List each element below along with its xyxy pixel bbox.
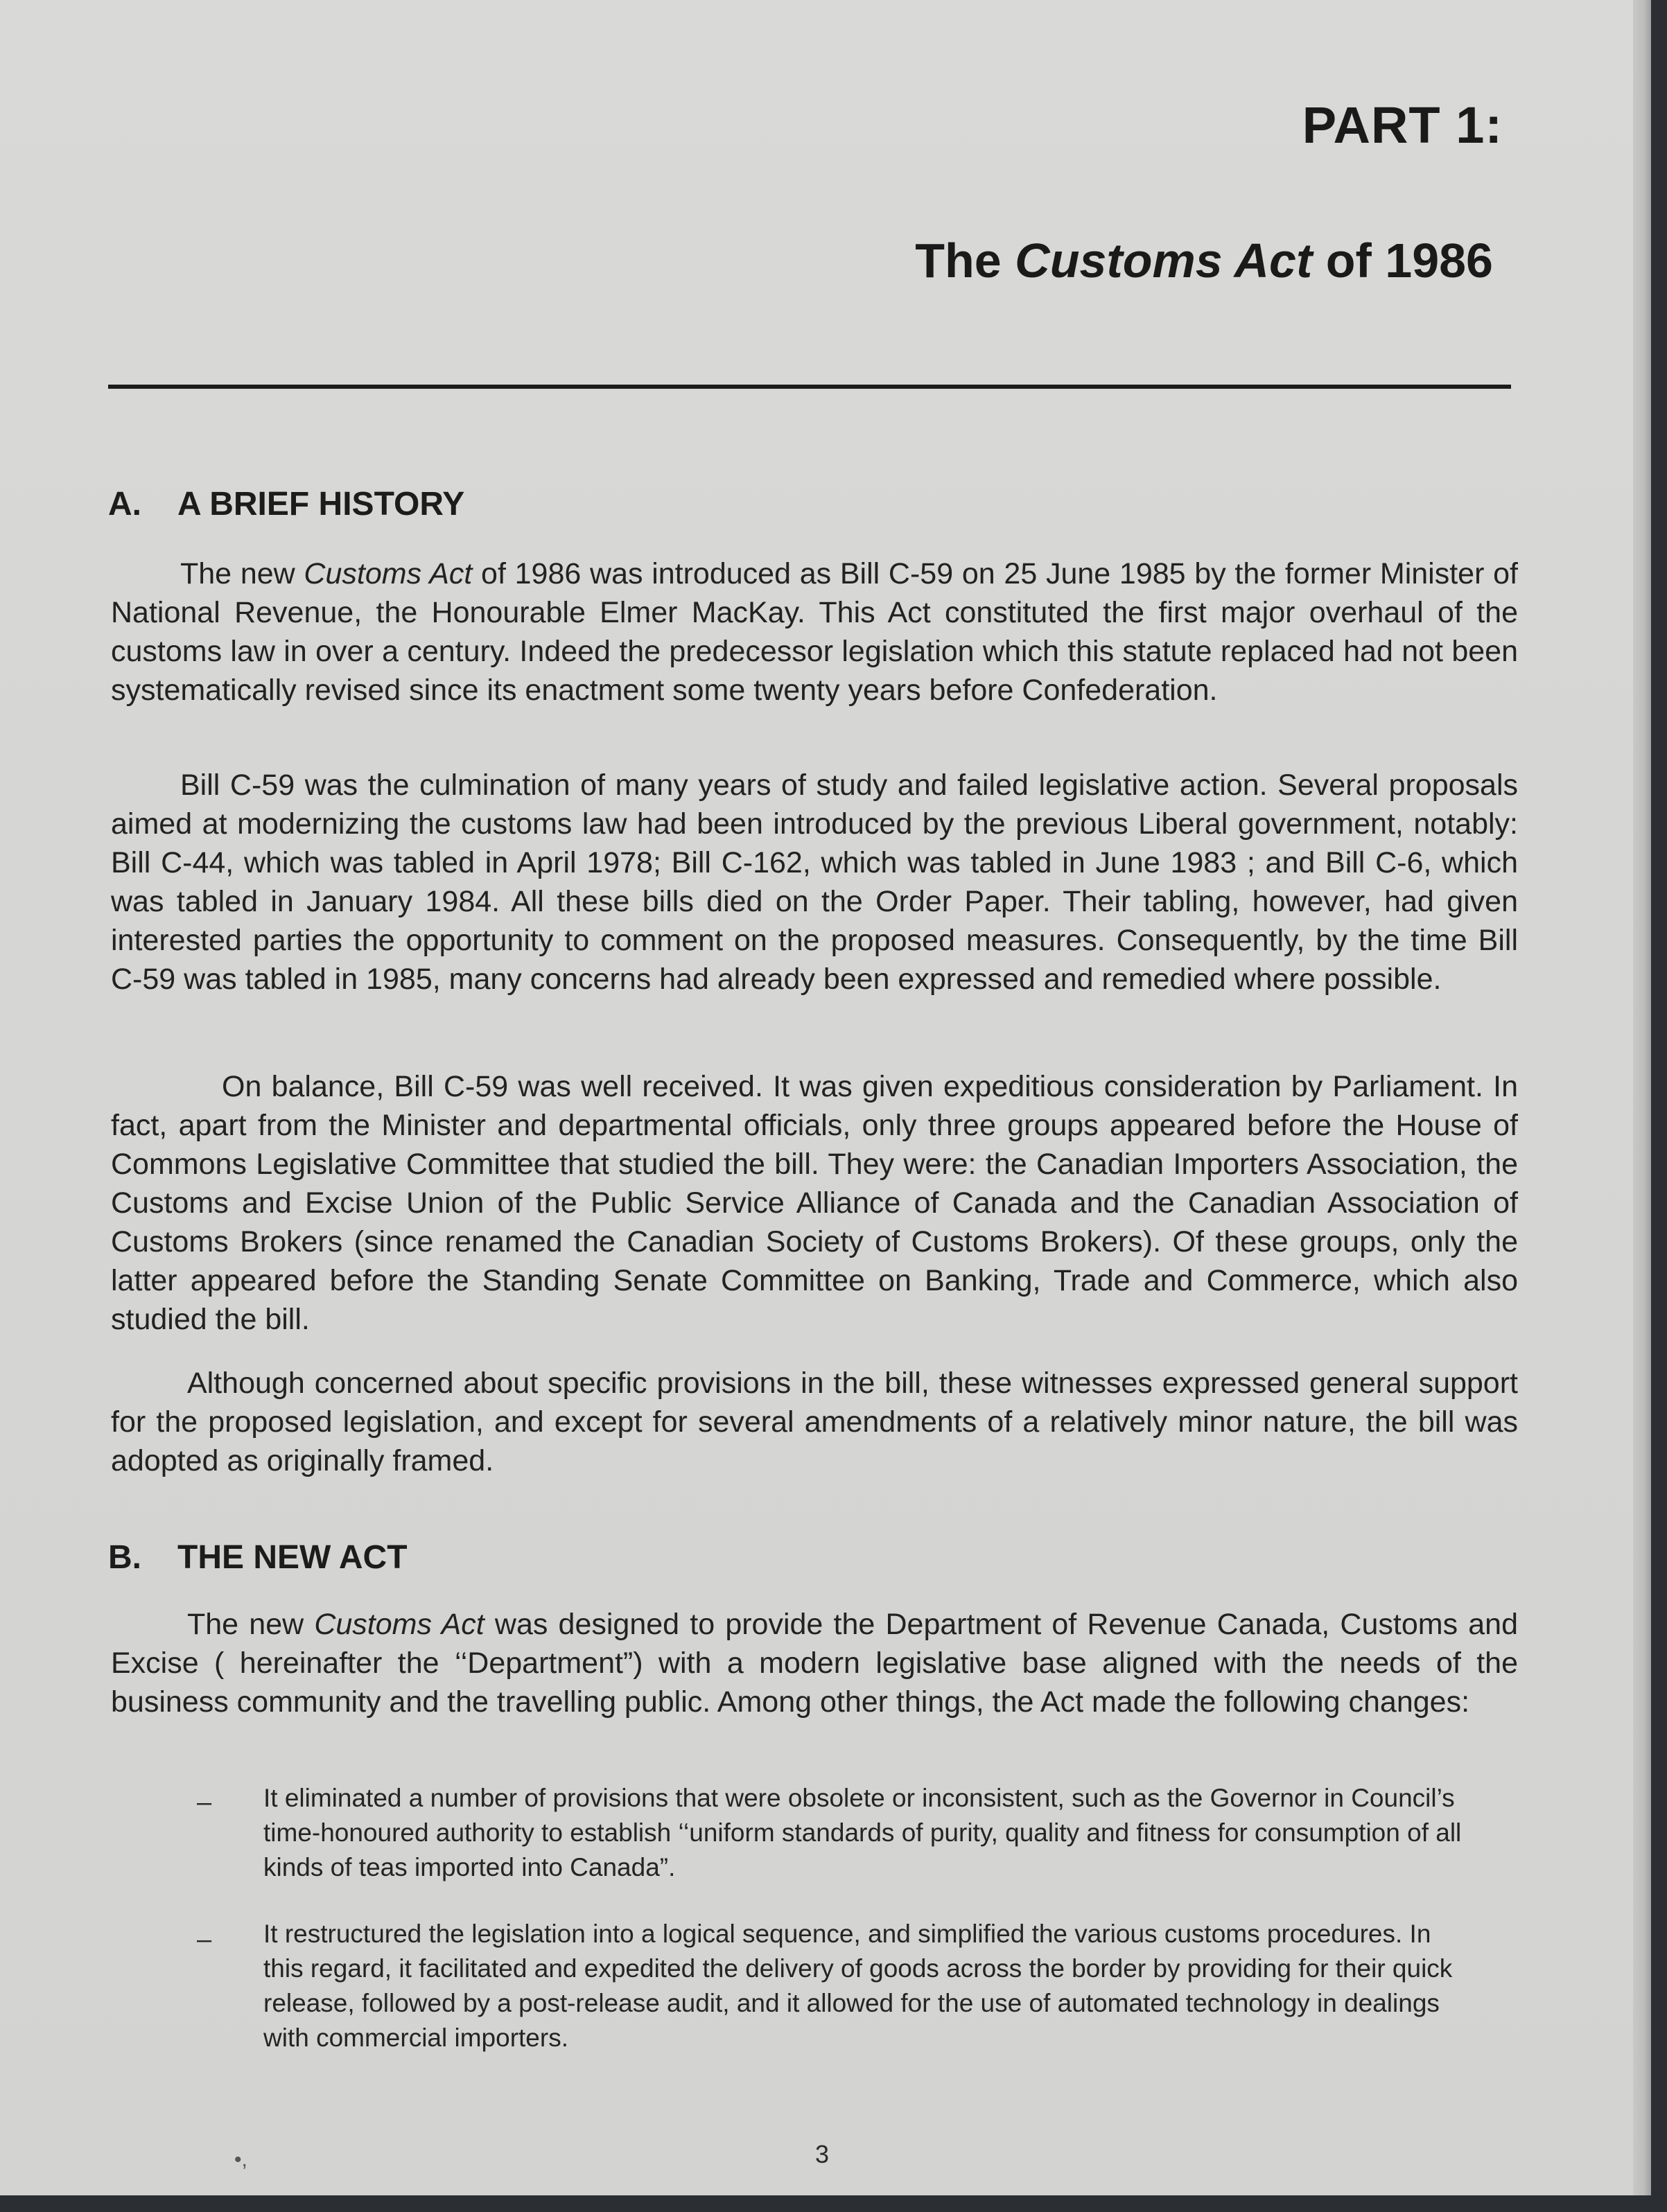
bullet-item: It restructured the legislation into a logical sequence, and simplified the various customs procedures. In this regard, it facilitated and expedited the delivery of goods across the border by providing for their quick release, followed by a post-release audit, and it allowed for the use of automated technology in dealings with commercial importers. [263, 1920, 1453, 2052]
bullet-dash: – [197, 1788, 212, 1817]
title-rule [108, 385, 1511, 389]
section-b-letter: B. [108, 1539, 141, 1576]
title-prefix: The [915, 234, 1015, 288]
para-italic: Customs Act [304, 557, 473, 590]
section-a-paragraph-1 [111, 554, 1518, 710]
title-suffix: of 1986 [1312, 234, 1493, 288]
document-title [915, 233, 1493, 288]
section-a-letter: A. [108, 486, 141, 523]
para-text: of 1986 was introduced as Bill C-59 on 25 June 1985 by the former Minister of National Revenue, the Honourable Elmer MacKay. This Act constituted the first major overhaul of the customs law in over a century. Indeed the predecessor legislation which this statute replaced had not been systematically revised since its enactment some twenty years before Confederation. [111, 557, 1518, 707]
page-number: 3 [815, 2140, 830, 2168]
section-a-paragraph-4: Although concerned about specific provisions in the bill, these witnesses expressed general support for the proposed legislation, and except for several amendments of a relatively minor nature, the bill was adopted as originally framed. [111, 1367, 1518, 1477]
bullet-dash: – [197, 1925, 212, 1954]
section-a-title: A BRIEF HISTORY [177, 486, 465, 523]
section-b-title: THE NEW ACT [177, 1539, 408, 1576]
bullet-item: It eliminated a number of provisions that were obsolete or inconsistent, such as the Governor in Council’s time-honoured authority to establish ‘‘uniform standards of purity, quality and fitness for consumption of all kinds of teas imported into Canada”. [263, 1784, 1462, 1881]
page-mark: •, [234, 2148, 247, 2171]
para-italic: Customs Act [314, 1608, 485, 1641]
para-text: The new [187, 1608, 315, 1641]
section-b-heading [108, 1538, 408, 1577]
page-edge [1633, 0, 1651, 2195]
para-text: was designed to provide the Department of Revenue Canada, Customs and Excise ( hereinafter the ‘‘Department”) with a modern legislative base aligned with the needs of the business community and the travelling public. Among other things, the Act made the following changes: [111, 1608, 1518, 1719]
section-a-paragraph-2: Bill C-59 was the culmination of many years of study and failed legislative action. Several proposals aimed at modernizing the customs law had been introduced by the previous Liberal government, notably: Bill C-44, which was tabled in April 1978; Bill C-162, which was tabled in June 1983 ; and Bill C-6, which was tabled in January 1984. All these bills died on the Order Paper. Their tabling, however, had given interested parties the opportunity to comment on the proposed measures. Consequently, by the time Bill C-59 was tabled in 1985, many concerns had already been expressed and remedied where possible. [111, 769, 1518, 996]
title-italic: Customs Act [1015, 234, 1313, 288]
para-text: The new [180, 557, 304, 590]
section-a-heading [108, 485, 464, 523]
section-a-paragraph-3: On balance, Bill C-59 was well received. It was given expeditious consideration by Parliament. In fact, apart from the Minister and departmental officials, only three groups appeared before the House of Commons Legislative Committee that studied the bill. They were: the Canadian Importers Association, the Customs and Excise Union of the Public Service Alliance of Canada and the Canadian Association of Customs Brokers (since renamed the Canadian Society of Customs Brokers). Of these groups, only the latter appeared before the Standing Senate Committee on Banking, Trade and Commerce, which also studied the bill. [111, 1070, 1518, 1336]
part-label: PART 1: [1302, 96, 1503, 154]
section-b-paragraph-1 [111, 1605, 1518, 1721]
